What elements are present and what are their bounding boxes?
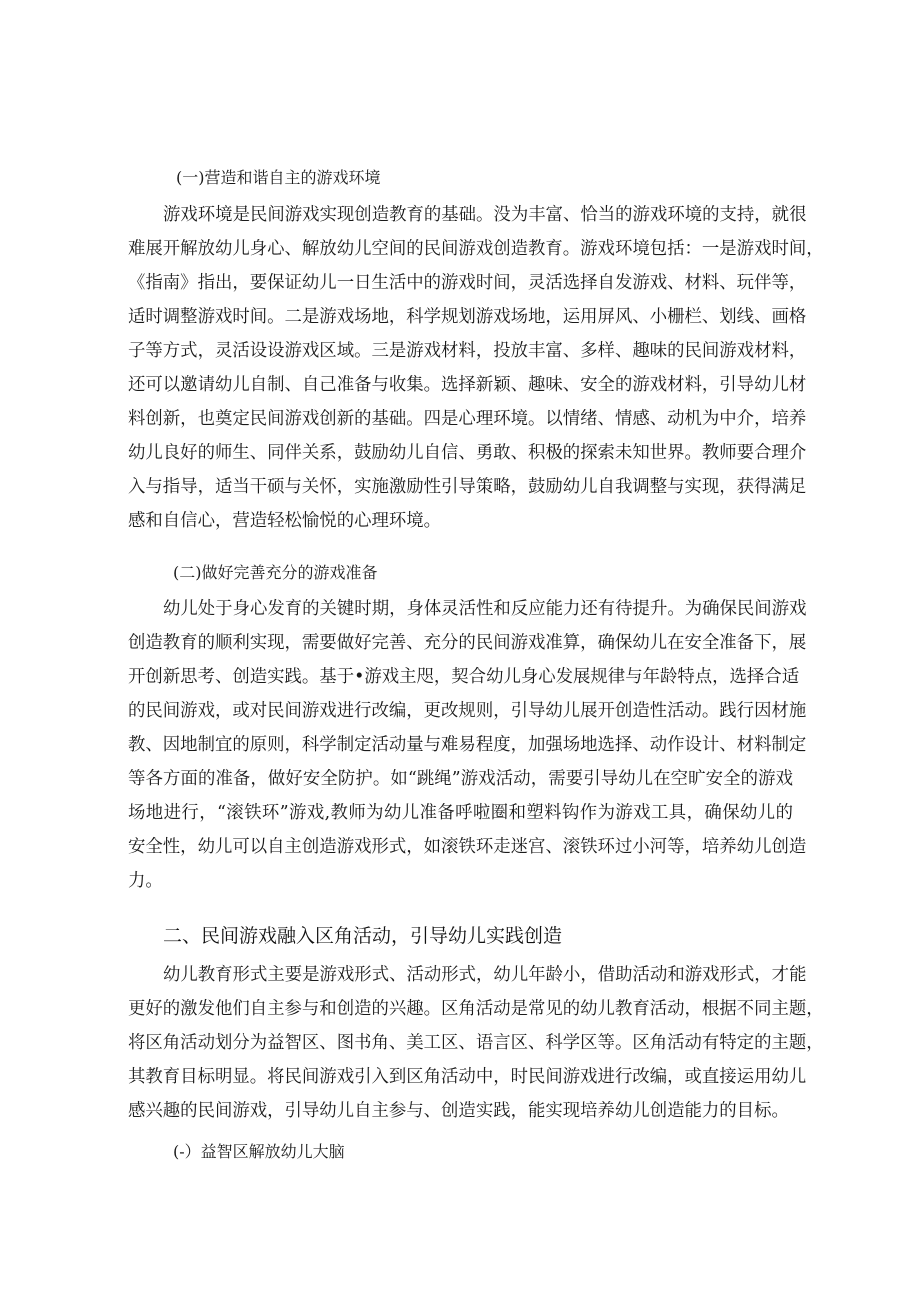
paragraph-line: 适时调整游戏时间。二是游戏场地，科学规划游戏场地，运用屏风、小栅栏、划线、画格 [128, 307, 807, 327]
paragraph-line: 还可以邀请幼儿自制、自己准备与收集。选择新颖、趣味、安全的游戏材料，引导幼儿材 [128, 375, 807, 395]
paragraph-line: 感和自信心，营造轻松愉悦的心理环境。 [128, 511, 442, 531]
paragraph-line: 力。 [128, 871, 163, 891]
section-heading: 二、民间游戏融入区角活动，引导幼儿实践创造 [163, 925, 563, 947]
paragraph-line: 料创新，也奠定民间游戏创新的基础。四是心理环境。以情绪、情感、动机为中介，培养 [128, 409, 807, 429]
paragraph-line: 开创新思考、创造实践。基于•游戏主咫，契合幼儿身心发展规律与年龄特点，选择合适 [128, 667, 800, 687]
paragraph-line: 感兴趣的民间游戏，引导幼儿自主参与、创造实践，能实现培养幼儿创造能力的目标。 [128, 1101, 789, 1121]
paragraph-line: 难展开解放幼儿身心、解放幼儿空间的民间游戏创造教育。游戏环境包括：一是游戏时间， [128, 239, 824, 259]
paragraph-line: 游戏环境是民间游戏实现创造教育的基础。没为丰富、恰当的游戏环境的支持，就很 [163, 205, 807, 225]
paragraph-line: 教、因地制宜的原则，科学制定活动量与难易程度，加强场地选择、动作设计、材料制定 [128, 735, 807, 755]
paragraph-line: 子等方式，灵活设设游戏区域。三是游戏材料，投放丰富、多样、趣味的民间游戏材料， [128, 341, 807, 361]
subsection-heading: (一)营造和谐自主的游戏环境 [176, 168, 381, 187]
paragraph-line: 入与指导，适当干硕与关怀，实施激励性引导策略，鼓励幼儿自我调整与实现，获得满足 [128, 477, 807, 497]
paragraph-line: 创造教育的顺利实现，需要做好完善、充分的民间游戏准算，确保幼儿在安全准备下，展 [128, 633, 807, 653]
paragraph-line: 幼儿教育形式主要是游戏形式、活动形式，幼儿年龄小，借助活动和游戏形式，才能 [163, 965, 807, 985]
subsection-heading: (二)做好完善充分的游戏准备 [173, 563, 378, 582]
paragraph-line: 的民间游戏，或对民间游戏进行改编，更改规则，引导幼儿展开创造性活动。践行因材施 [128, 701, 807, 721]
paragraph-line: 场地进行，“滚铁环”游戏,教师为幼儿准备呼啦圈和塑料钩作为游戏工具，确保幼儿的 [128, 803, 793, 823]
paragraph-line: 幼儿处于身心发育的关键时期，身体灵活性和反应能力还有待提升。为确保民间游戏 [163, 599, 807, 619]
subsection-heading: (-）益智区解放幼儿大脑 [173, 1142, 345, 1161]
paragraph-line: 幼儿良好的师生、同伴关系，鼓励幼儿自信、勇敢、积极的探索未知世界。教师要合理介 [128, 443, 807, 463]
paragraph-line: 等各方面的准备，做好安全防护。如“跳绳”游戏活动，需要引导幼儿在空旷安全的游戏 [128, 769, 793, 789]
paragraph-line: 更好的激发他们自主参与和创造的兴趣。区角活动是常见的幼儿教育活动，根据不同主题， [128, 999, 824, 1019]
paragraph-line: 将区角活动划分为益智区、图书角、美工区、语言区、科学区等。区角活动有特定的主题， [128, 1033, 824, 1053]
paragraph-line: 其教育目标明显。将民间游戏引入到区角活动中，时民间游戏进行改编，或直接运用幼儿 [128, 1067, 807, 1087]
paragraph-line: 安全性，幼儿可以自主创造游戏形式，如滚铁环走迷宫、滚铁环过小河等，培养幼儿创造 [128, 837, 807, 857]
paragraph-line: 《指南》指出，要保证幼儿一日生活中的游戏时间，灵活选择自发游戏、材料、玩伴等， [128, 273, 807, 293]
